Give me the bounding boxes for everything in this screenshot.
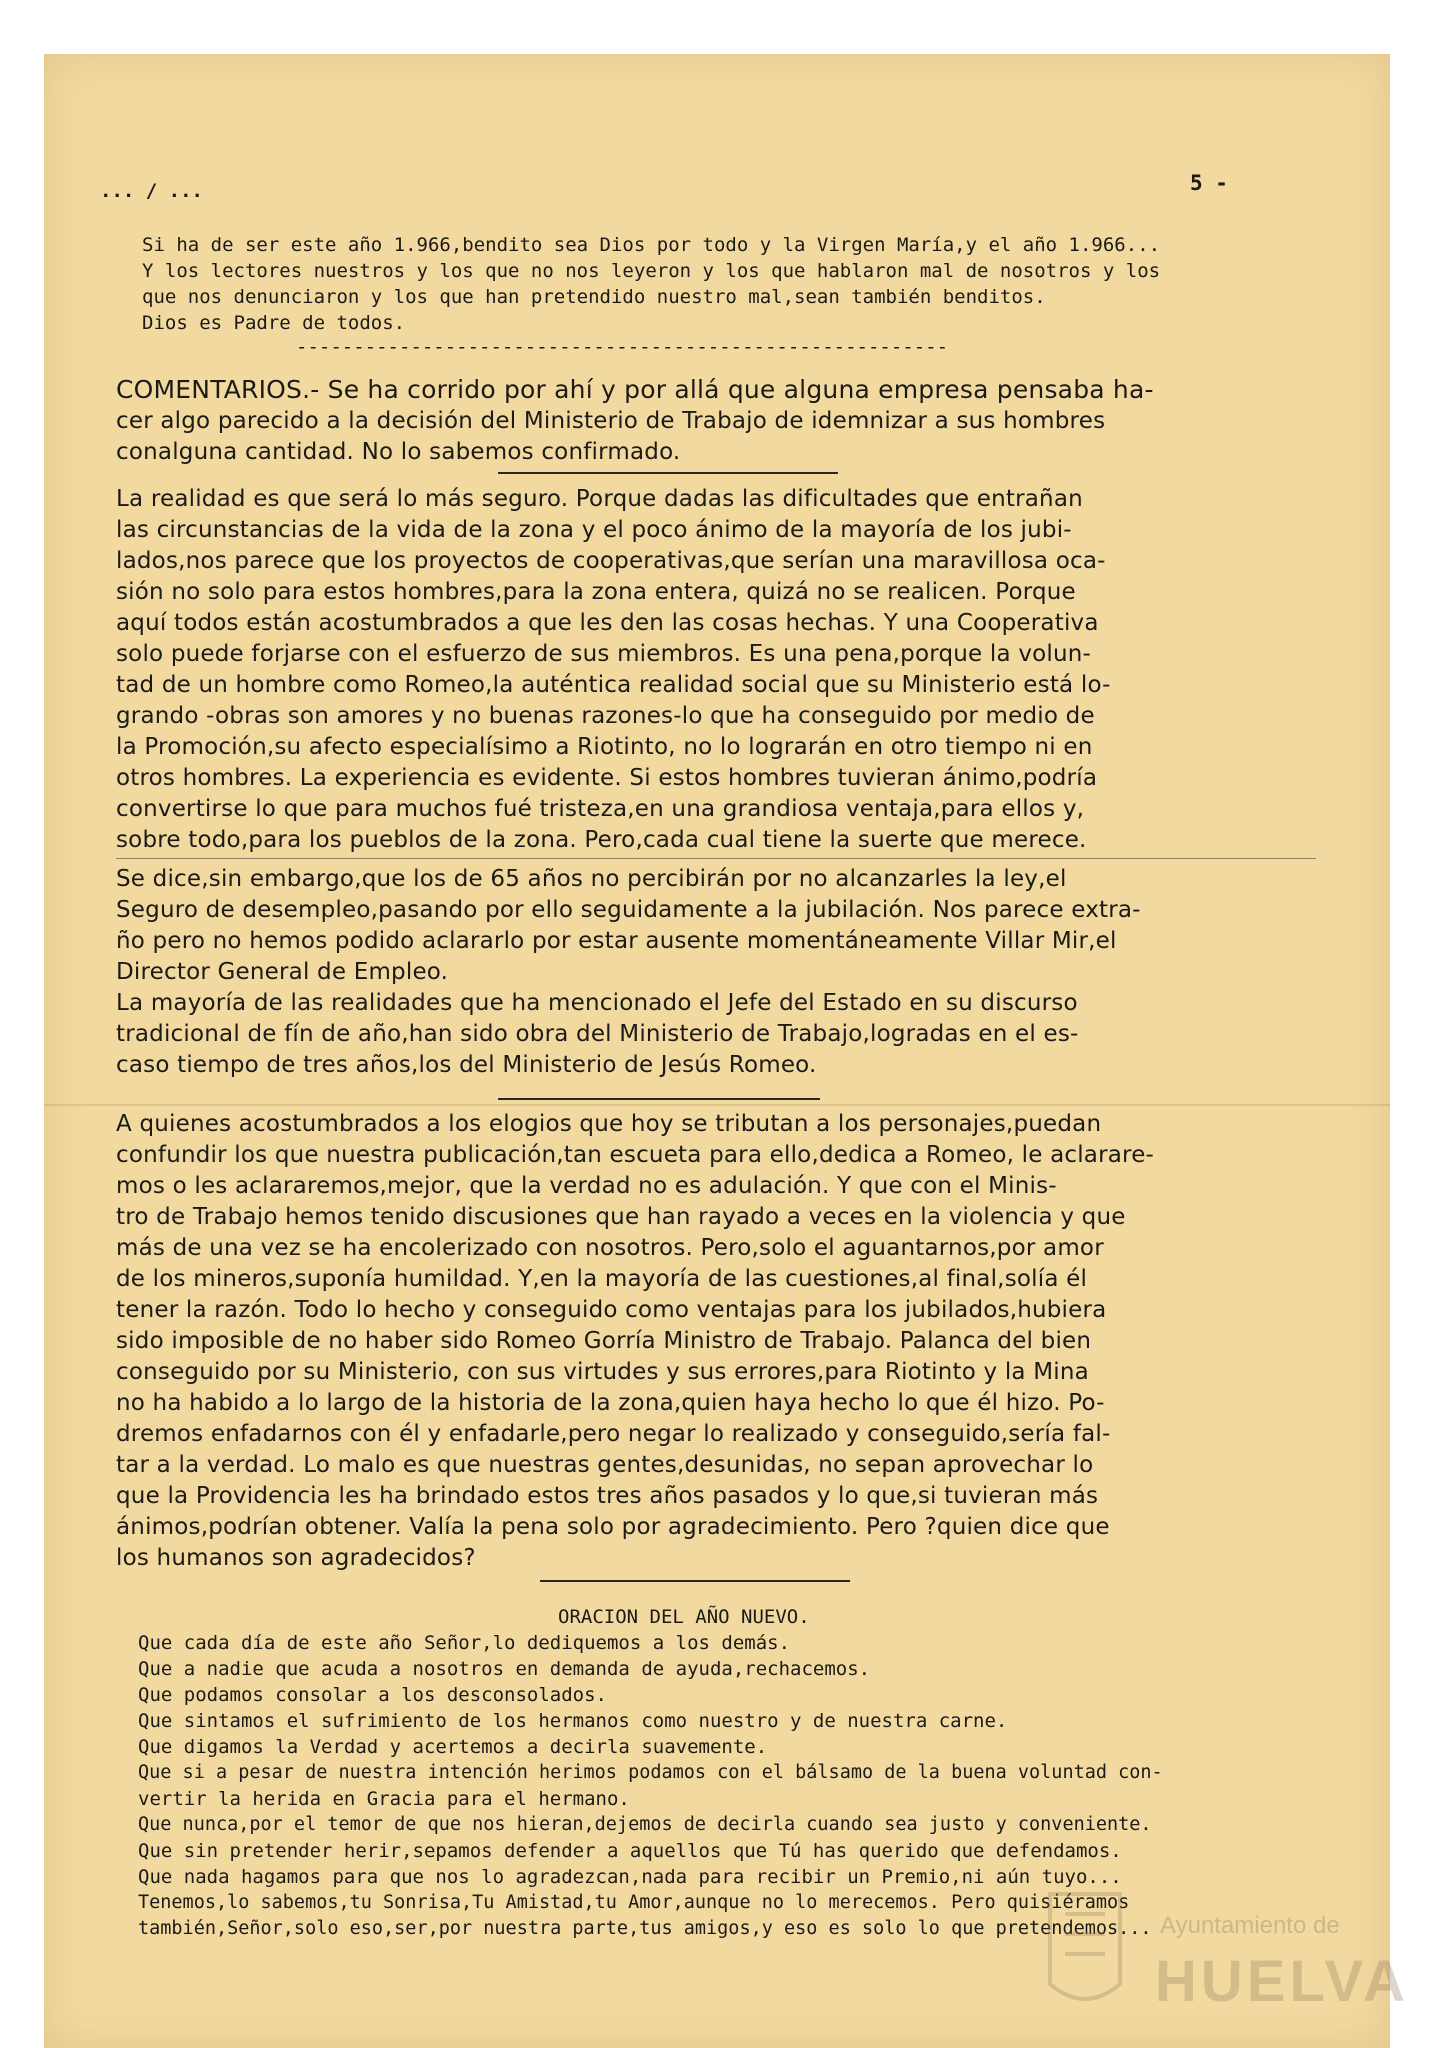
paragraph4-line: que la Providencia les ha brindado estos tres años pasados y lo que,si tuvieran más bbox=[116, 1483, 1099, 1509]
paragraph4-line: ánimos,podrían obtener. Valía la pena solo por agradecimiento. Pero ?quien dice que bbox=[116, 1514, 1110, 1540]
page-number: 5 - bbox=[1190, 171, 1228, 195]
paragraph2-line: convertirse lo que para muchos fué tristeza,en una grandiosa ventaja,para ellos y, bbox=[116, 796, 1085, 822]
paragraph2-line: solo puede forjarse con el esfuerzo de sus miembros. Es una pena,porque la volun- bbox=[116, 641, 1092, 667]
prayer-line: Que nada hagamos para que nos lo agradezcan,nada para recibir un Premio,ni aún tuyo... bbox=[138, 1866, 1122, 1888]
paragraph4-line: tro de Trabajo hemos tenido discusiones que han rayado a veces en la violencia y que bbox=[116, 1204, 1126, 1230]
intro-line: que nos denunciaron y los que han pretendido nuestro mal,sean también benditos. bbox=[142, 286, 1046, 308]
paragraph2-line: La realidad es que será lo más seguro. Porque dadas las dificultades que entrañan bbox=[116, 486, 1083, 512]
paragraph2-line: lados,nos parece que los proyectos de cooperativas,que serían una maravillosa oca- bbox=[116, 548, 1106, 574]
intro-line: Dios es Padre de todos. bbox=[142, 312, 406, 334]
paragraph4-line: tener la razón. Todo lo hecho y conseguido como ventajas para los jubilados,hubiera bbox=[116, 1297, 1107, 1323]
prayer-line: vertir la herida en Gracia para el hermano. bbox=[138, 1788, 630, 1810]
continuation-marker: ... / ... bbox=[100, 180, 203, 202]
fold-line bbox=[44, 1104, 1390, 1106]
watermark-line1: Ayuntamiento de bbox=[1160, 1912, 1340, 1939]
prayer-line: Que si a pesar de nuestra intención herimos podamos con el bálsamo de la buena voluntad con- bbox=[138, 1762, 1163, 1783]
paragraph3-line: Director General de Empleo. bbox=[116, 959, 449, 985]
comentarios-line: cer algo parecido a la decisión del Ministerio de Trabajo de idemnizar a sus hombres bbox=[116, 408, 1106, 434]
paragraph2-line: la Promoción,su afecto especialísimo a Riotinto, no lo lograrán en otro tiempo ni en bbox=[116, 734, 1093, 760]
section-rule bbox=[540, 1580, 850, 1582]
paragraph3-line: Se dice,sin embargo,que los de 65 años no percibirán por no alcanzarles la ley,el bbox=[116, 866, 1067, 892]
prayer-line: Que cada día de este año Señor,lo dediquemos a los demás. bbox=[138, 1632, 791, 1654]
prayer-line: Que sintamos el sufrimiento de los hermanos como nuestro y de nuestra carne. bbox=[138, 1710, 1008, 1732]
paragraph2-line: tad de un hombre como Romeo,la auténtica realidad social que su Ministerio está lo- bbox=[116, 672, 1111, 698]
paragraph3-line: Seguro de desempleo,pasando por ello seguidamente a la jubilación. Nos parece extra- bbox=[116, 897, 1141, 923]
section-rule bbox=[116, 858, 1316, 859]
prayer-title: ORACION DEL AÑO NUEVO. bbox=[558, 1606, 810, 1628]
paragraph4-line: más de una vez se ha encolerizado con nosotros. Pero,solo el aguantarnos,por amor bbox=[116, 1235, 1104, 1261]
paragraph4-line: no ha habido a lo largo de la historia de la zona,quien haya hecho lo que él hizo. Po- bbox=[116, 1390, 1105, 1416]
paragraph3-line: caso tiempo de tres años,los del Ministerio de Jesús Romeo. bbox=[116, 1052, 817, 1078]
comentarios-line: COMENTARIOS.- Se ha corrido por ahí y por allá que alguna empresa pensaba ha- bbox=[116, 375, 1154, 404]
paragraph2-line: otros hombres. La experiencia es evidente. Si estos hombres tuvieran ánimo,podría bbox=[116, 765, 1098, 791]
prayer-line: Que podamos consolar a los desconsolados. bbox=[138, 1684, 607, 1706]
section-rule bbox=[498, 472, 838, 474]
paragraph2-line: aquí todos están acostumbrados a que les den las cosas hechas. Y una Cooperativa bbox=[116, 610, 1099, 636]
paragraph4-line: mos o les aclararemos,mejor, que la verdad no es adulación. Y que con el Minis- bbox=[116, 1173, 1057, 1199]
prayer-line: Que digamos la Verdad y acertemos a decirla suavemente. bbox=[138, 1736, 768, 1758]
paragraph4-line: sido imposible de no haber sido Romeo Gorría Ministro de Trabajo. Palanca del bien bbox=[116, 1328, 1092, 1354]
paragraph4-line: los humanos son agradecidos? bbox=[116, 1545, 476, 1571]
paragraph4-line: de los mineros,suponía humildad. Y,en la mayoría de las cuestiones,al final,solía él bbox=[116, 1266, 1088, 1292]
prayer-line: también,Señor,solo eso,ser,por nuestra parte,tus amigos,y eso es solo lo que pretendemos... bbox=[138, 1918, 1152, 1939]
paragraph3-line: La mayoría de las realidades que ha mencionado el Jefe del Estado en su discurso bbox=[116, 990, 1078, 1016]
paragraph3-line: tradicional de fín de año,han sido obra del Ministerio de Trabajo,logradas en el es- bbox=[116, 1021, 1079, 1047]
prayer-line: Que sin pretender herir,sepamos defender a aquellos que Tú has querido que defendamos. bbox=[138, 1840, 1122, 1862]
paragraph2-line: sobre todo,para los pueblos de la zona. Pero,cada cual tiene la suerte que merece. bbox=[116, 827, 1087, 853]
paragraph4-line: tar a la verdad. Lo malo es que nuestras gentes,desunidas, no sepan aprovechar lo bbox=[116, 1452, 1094, 1478]
paragraph2-line: sión no solo para estos hombres,para la zona entera, quizá no se realicen. Porque bbox=[116, 579, 1076, 605]
watermark-line2: HUELVA bbox=[1155, 1949, 1409, 2014]
comentarios-line: conalguna cantidad. No lo sabemos confirmado. bbox=[116, 439, 681, 465]
paragraph4-line: confundir los que nuestra publicación,tan escueta para ello,dedica a Romeo, le aclarare- bbox=[116, 1142, 1155, 1168]
prayer-line: Tenemos,lo sabemos,tu Sonrisa,Tu Amistad,tu Amor,aunque no lo merecemos. Pero quisiéramos bbox=[138, 1892, 1130, 1913]
intro-line: Y los lectores nuestros y los que no nos leyeron y los que hablaron mal de nosotros y los bbox=[142, 260, 1161, 282]
paragraph2-line: grando -obras son amores y no buenas razones-lo que ha conseguido por medio de bbox=[116, 703, 1095, 729]
paragraph4-line: conseguido por su Ministerio, con sus virtudes y sus errores,para Riotinto y la Mina bbox=[116, 1359, 1089, 1385]
section-rule bbox=[498, 1098, 820, 1100]
paragraph3-line: ño pero no hemos podido aclararlo por estar ausente momentáneamente Villar Mir,el bbox=[116, 928, 1117, 954]
prayer-line: Que nunca,por el temor de que nos hieran,dejemos de decirla cuando sea justo y conveniente. bbox=[138, 1814, 1152, 1835]
intro-line: Si ha de ser este año 1.966,bendito sea Dios por todo y la Virgen María,y el año 1.966... bbox=[142, 234, 1161, 256]
paragraph4-line: A quienes acostumbrados a los elogios que hoy se tributan a los personajes,puedan bbox=[116, 1111, 1102, 1137]
paragraph2-line: las circunstancias de la vida de la zona y el poco ánimo de la mayoría de los jubi- bbox=[116, 517, 1072, 543]
dashed-separator: --------------------------------------------------------- bbox=[296, 336, 949, 358]
prayer-line: Que a nadie que acuda a nosotros en demanda de ayuda,rechacemos. bbox=[138, 1658, 871, 1680]
paragraph4-line: dremos enfadarnos con él y enfadarle,pero negar lo realizado y conseguido,sería fal- bbox=[116, 1421, 1111, 1447]
